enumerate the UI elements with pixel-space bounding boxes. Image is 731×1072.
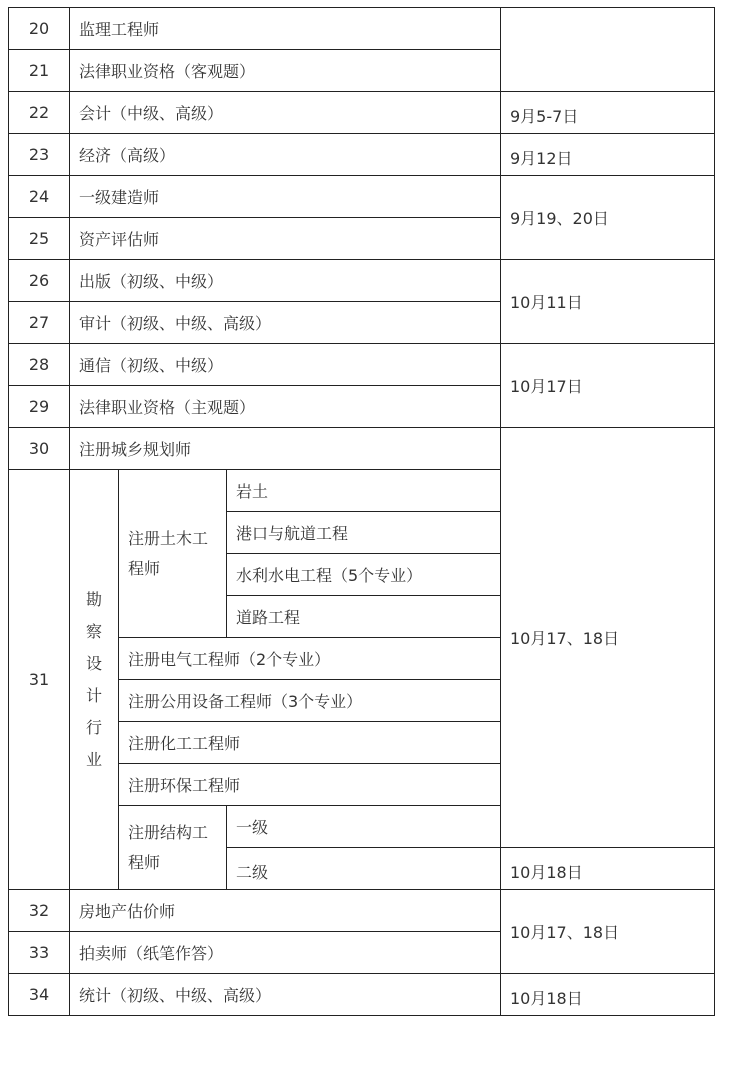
exam-name: 注册环保工程师: [119, 764, 501, 806]
exam-name: 注册土木工程师: [119, 470, 227, 638]
row-number: 28: [9, 344, 70, 386]
row-number: 24: [9, 176, 70, 218]
exam-name: 注册城乡规划师: [70, 428, 501, 470]
exam-name: 审计（初级、中级、高级）: [70, 302, 501, 344]
exam-name: 出版（初级、中级）: [70, 260, 501, 302]
row-number: 33: [9, 932, 70, 974]
exam-specialty: 岩土: [227, 470, 501, 512]
exam-name: 资产评估师: [70, 218, 501, 260]
table-row: [9, 92, 715, 134]
table-row: [9, 428, 715, 470]
exam-name: 经济（高级）: [70, 134, 501, 176]
exam-name: 拍卖师（纸笔作答）: [70, 932, 501, 974]
table-row: [9, 890, 715, 932]
exam-date: 9月19、20日: [501, 176, 715, 260]
row-number: 31: [9, 470, 70, 890]
exam-specialty: 道路工程: [227, 596, 501, 638]
exam-name: 统计（初级、中级、高级）: [70, 974, 501, 1016]
exam-name: 监理工程师: [70, 8, 501, 50]
exam-date: 10月17日: [501, 344, 715, 428]
exam-name: 会计（中级、高级）: [70, 92, 501, 134]
table-row: [9, 974, 715, 1016]
exam-name: 通信（初级、中级）: [70, 344, 501, 386]
row-number: 23: [9, 134, 70, 176]
row-number: 34: [9, 974, 70, 1016]
exam-date: 10月18日: [501, 848, 715, 890]
exam-schedule-table: [8, 7, 715, 1016]
table-row: [9, 8, 715, 50]
exam-date: 10月11日: [501, 260, 715, 344]
exam-name: 法律职业资格（客观题）: [70, 50, 501, 92]
exam-name: 注册化工工程师: [119, 722, 501, 764]
exam-name: 注册公用设备工程师（3个专业）: [119, 680, 501, 722]
exam-date: 9月5-7日: [501, 92, 715, 134]
exam-name: 注册结构工程师: [119, 806, 227, 890]
exam-specialty: 一级: [227, 806, 501, 848]
exam-date: 10月18日: [501, 974, 715, 1016]
exam-name: 法律职业资格（主观题）: [70, 386, 501, 428]
exam-date: 10月17、18日: [501, 890, 715, 974]
industry-label: 勘 察 设 计 行 业: [70, 470, 119, 890]
row-number: 26: [9, 260, 70, 302]
exam-name: 房地产估价师: [70, 890, 501, 932]
exam-specialty: 二级: [227, 848, 501, 890]
table-row: [9, 134, 715, 176]
row-number: 29: [9, 386, 70, 428]
row-number: 27: [9, 302, 70, 344]
exam-date: 10月17、18日: [501, 428, 715, 848]
exam-name: 一级建造师: [70, 176, 501, 218]
row-number: 30: [9, 428, 70, 470]
exam-date: 9月12日: [501, 134, 715, 176]
exam-date: [501, 8, 715, 92]
row-number: 32: [9, 890, 70, 932]
table-row: [9, 344, 715, 386]
table-row: [9, 176, 715, 218]
exam-specialty: 水利水电工程（5个专业）: [227, 554, 501, 596]
row-number: 21: [9, 50, 70, 92]
exam-specialty: 港口与航道工程: [227, 512, 501, 554]
table-row: [9, 260, 715, 302]
row-number: 20: [9, 8, 70, 50]
row-number: 22: [9, 92, 70, 134]
exam-name: 注册电气工程师（2个专业）: [119, 638, 501, 680]
row-number: 25: [9, 218, 70, 260]
